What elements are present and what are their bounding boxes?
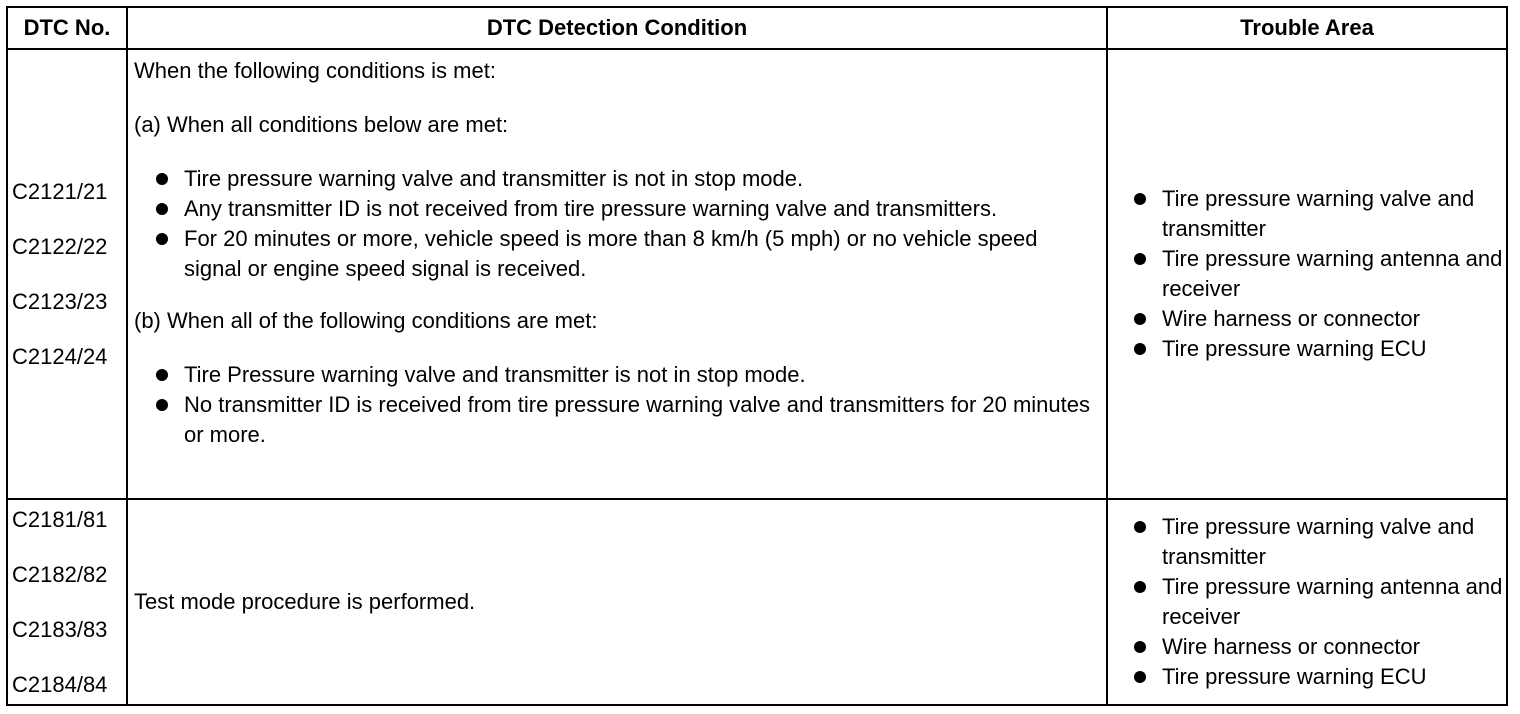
trouble-area-cell (1107, 499, 1507, 705)
list-item (1132, 662, 1506, 692)
bullet-icon (1134, 343, 1146, 355)
bullet-icon (1134, 641, 1146, 653)
dtc-code: C2181/81 (12, 506, 108, 532)
list-item-text: Tire pressure warning ECU (1162, 664, 1427, 689)
dtc-code: C2182/82 (12, 561, 108, 587)
list-item (154, 360, 1100, 390)
condition-a-title: (a) When all conditions below are met: (134, 112, 509, 137)
bullet-icon (156, 173, 168, 185)
list-item-text: Tire pressure warning antenna and receiver (1162, 246, 1503, 301)
bullet-icon (1134, 581, 1146, 593)
dtc-code: C2184/84 (12, 671, 108, 697)
dtc-code: C2122/22 (12, 233, 108, 259)
list-item-text: Tire pressure warning valve and transmitter (1162, 186, 1475, 241)
list-item-text: No transmitter ID is received from tire pressure warning valve and transmitters for 20 minutes or more. (184, 392, 1090, 447)
list-item-text: Tire pressure warning valve and transmitter is not in stop mode. (184, 166, 804, 191)
header-dtc-no: DTC No. (7, 7, 127, 49)
list-item (1132, 512, 1506, 572)
dtc-table (6, 6, 1508, 706)
dtc-code: C2183/83 (12, 616, 108, 642)
list-item (154, 224, 1100, 284)
list-item-text: Tire pressure warning ECU (1162, 336, 1427, 361)
dtc-codes-cell (7, 49, 127, 499)
dtc-code: C2121/21 (12, 178, 108, 204)
trouble-area-cell (1107, 49, 1507, 499)
list-item-text: Tire pressure warning antenna and receiver (1162, 574, 1503, 629)
bullet-icon (156, 203, 168, 215)
detection-condition-cell (127, 49, 1107, 499)
list-item (1132, 304, 1506, 334)
table-row (7, 49, 1507, 499)
list-item-text: Tire Pressure warning valve and transmitter is not in stop mode. (184, 362, 806, 387)
header-row (7, 7, 1507, 49)
detection-condition-cell (127, 499, 1107, 705)
bullet-icon (156, 369, 168, 381)
condition-text: Test mode procedure is performed. (134, 589, 476, 614)
list-item-text: Tire pressure warning valve and transmitter (1162, 514, 1475, 569)
trouble-area-list (1132, 184, 1506, 364)
bullet-icon (1134, 521, 1146, 533)
bullet-icon (1134, 313, 1146, 325)
list-item (1132, 632, 1506, 662)
bullet-icon (156, 233, 168, 245)
list-item-text: Any transmitter ID is not received from tire pressure warning valve and transmitters. (184, 196, 998, 221)
bullet-icon (156, 399, 168, 411)
header-trouble-area: Trouble Area (1107, 7, 1507, 49)
list-item (154, 194, 1100, 224)
table-row (7, 499, 1507, 705)
dtc-code: C2124/24 (12, 343, 108, 369)
dtc-codes-cell (7, 499, 127, 705)
list-item (1132, 572, 1506, 632)
bullet-icon (1134, 253, 1146, 265)
bullet-icon (1134, 671, 1146, 683)
trouble-area-list (1132, 512, 1506, 692)
list-item (154, 164, 1100, 194)
header-detection-condition: DTC Detection Condition (127, 7, 1107, 49)
list-item-text: Wire harness or connector (1162, 634, 1420, 659)
condition-b-title: (b) When all of the following conditions are met: (134, 308, 598, 333)
condition-intro: When the following conditions is met: (134, 58, 496, 83)
list-item (154, 390, 1100, 450)
bullet-icon (1134, 193, 1146, 205)
condition-b-list (134, 360, 1100, 450)
list-item (1132, 334, 1506, 364)
list-item-text: Wire harness or connector (1162, 306, 1420, 331)
list-item (1132, 184, 1506, 244)
list-item (1132, 244, 1506, 304)
condition-a-list (134, 164, 1100, 284)
dtc-table-container (6, 6, 1506, 706)
list-item-text: For 20 minutes or more, vehicle speed is more than 8 km/h (5 mph) or no vehicle speed signal or engine speed signal is received. (184, 226, 1038, 281)
dtc-code: C2123/23 (12, 288, 108, 314)
